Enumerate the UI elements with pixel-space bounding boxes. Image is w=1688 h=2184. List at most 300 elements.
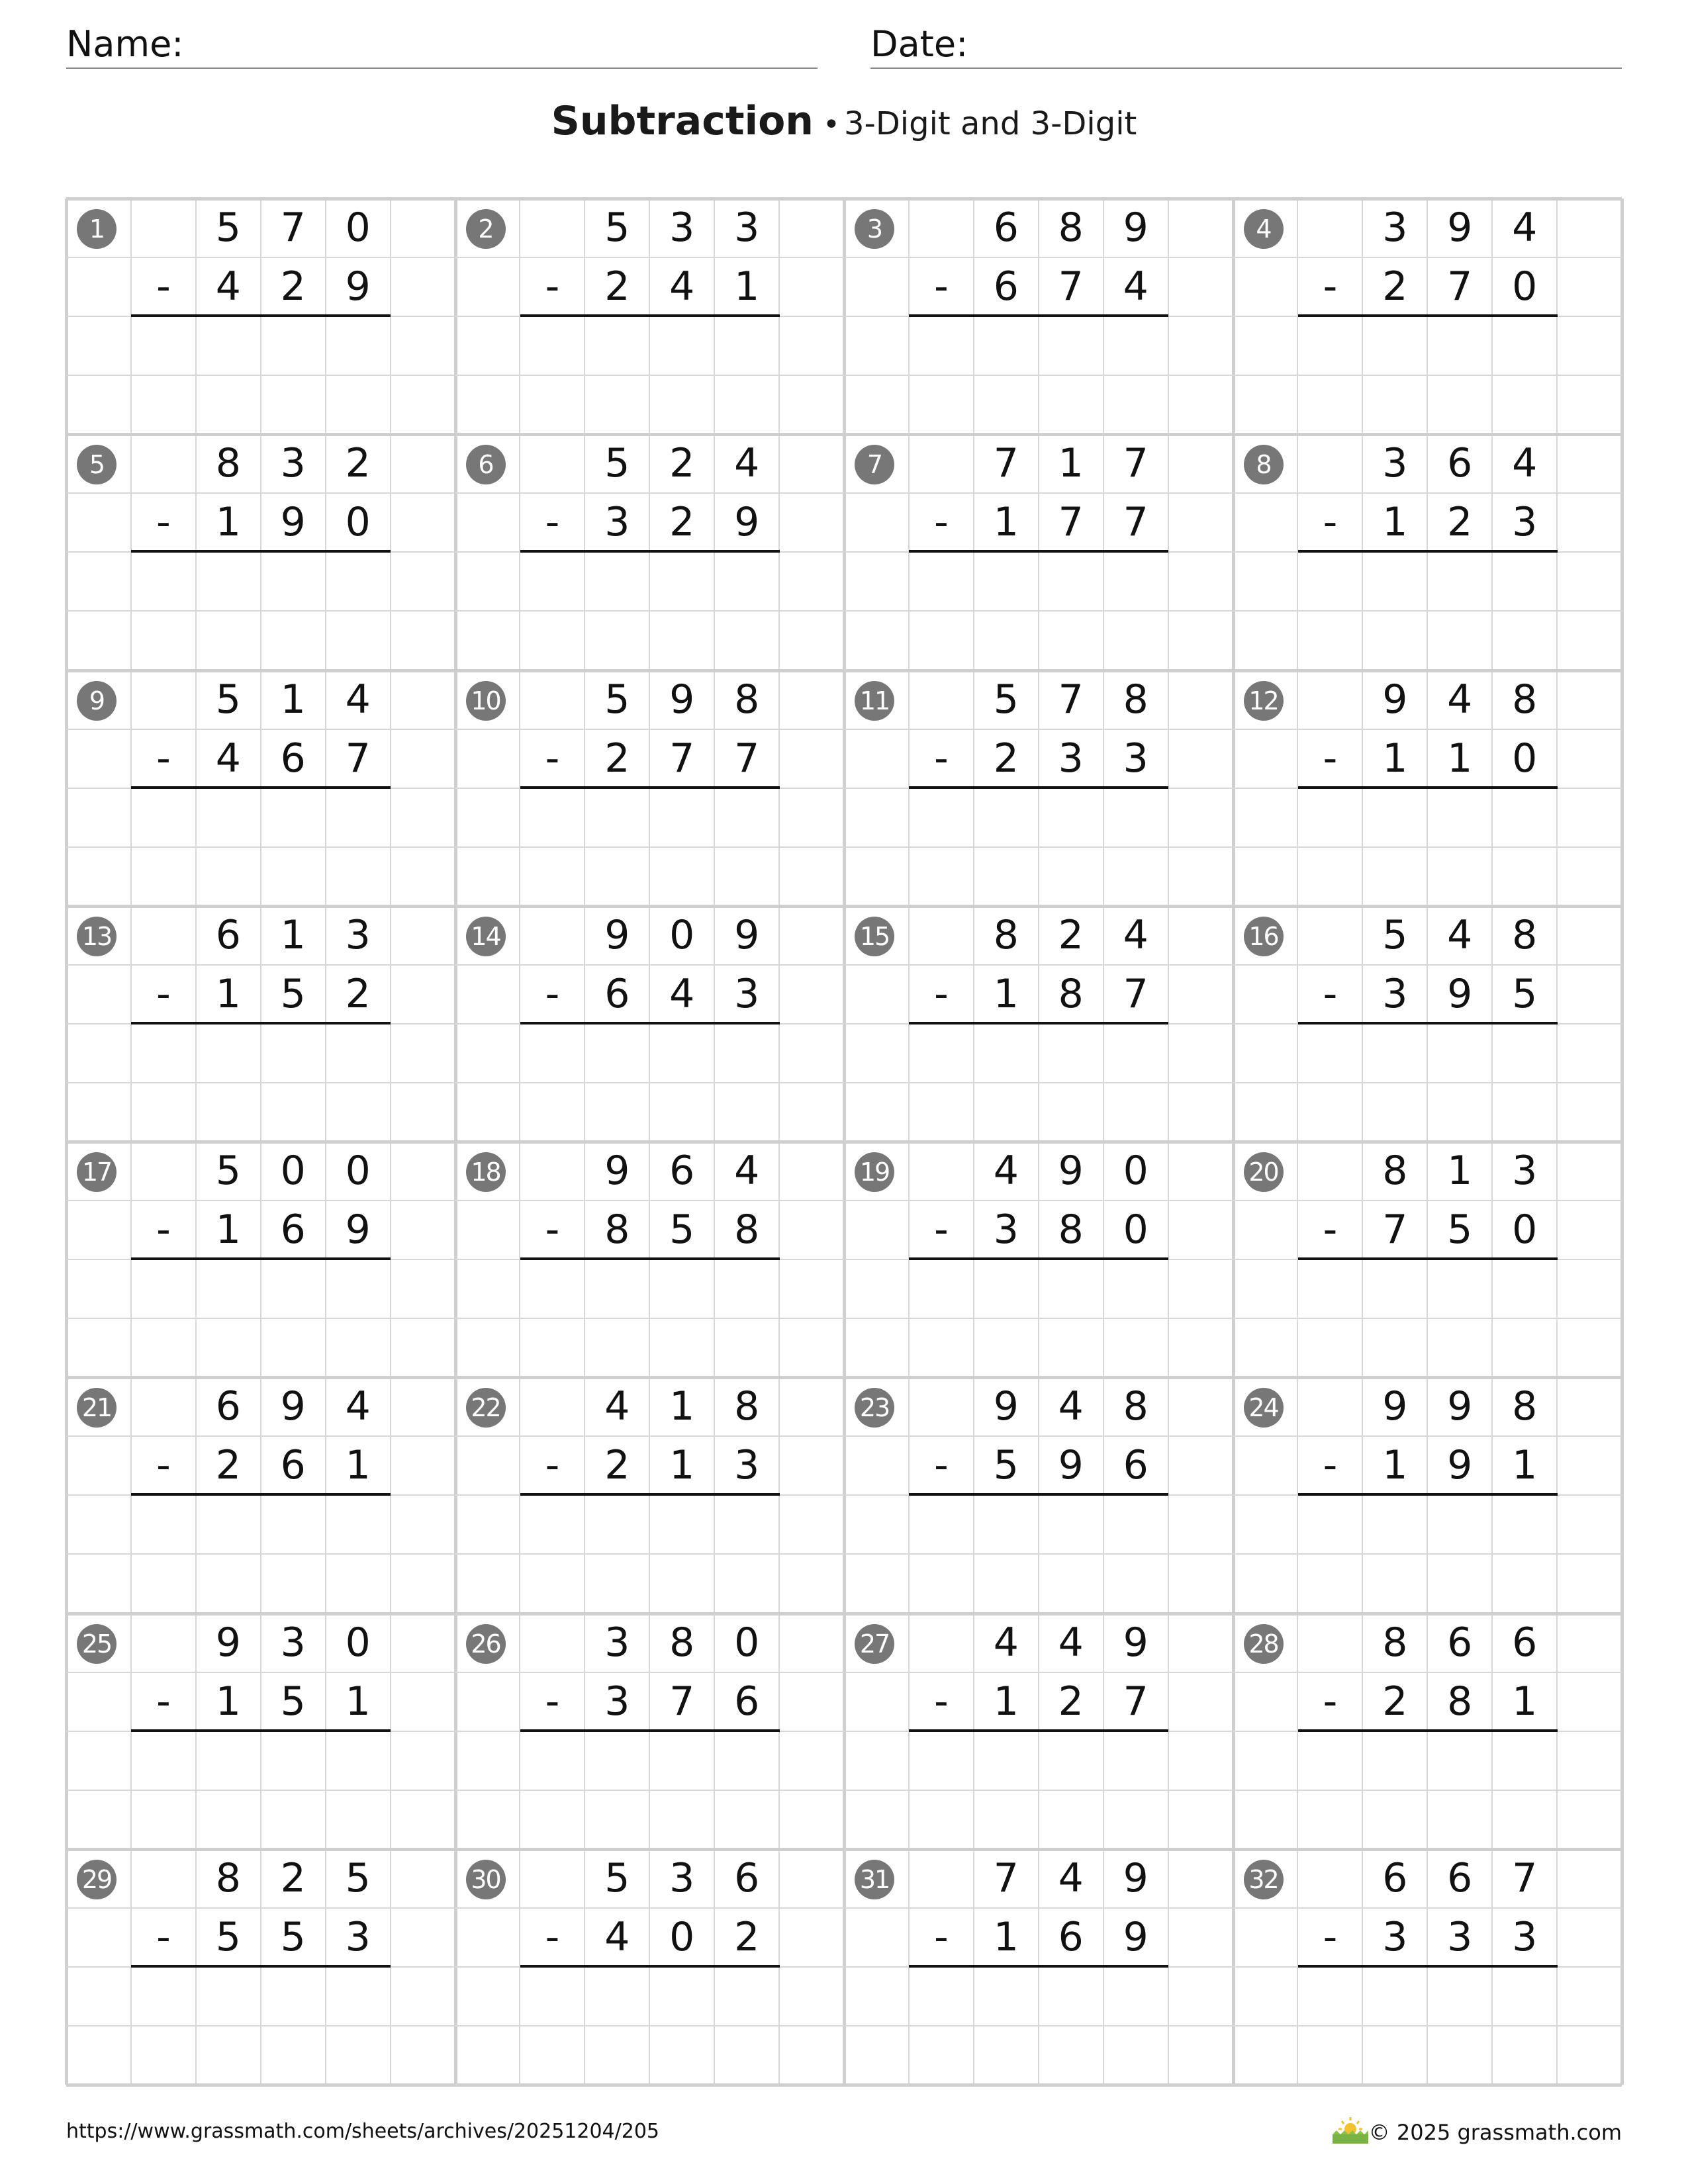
problem-5 xyxy=(66,434,455,670)
minuend-digit: 9 xyxy=(1447,205,1473,251)
answer-line xyxy=(909,550,1168,553)
problem-11 xyxy=(844,670,1233,906)
answer-line xyxy=(520,1965,780,1968)
minus-sign: - xyxy=(545,1206,560,1253)
answer-line xyxy=(1298,1729,1558,1732)
problem-number-badge: 32 xyxy=(1244,1860,1284,1899)
subtrahend-digit: 1 xyxy=(345,1442,371,1489)
subtrahend-digit: 7 xyxy=(669,1678,695,1725)
minuend-digit: 9 xyxy=(1447,1383,1473,1430)
subtrahend-digit: 2 xyxy=(993,735,1019,782)
answer-line xyxy=(520,1493,780,1496)
subtrahend-digit: 7 xyxy=(1382,1206,1408,1253)
minus-sign: - xyxy=(156,1913,171,1960)
minuend-digit: 4 xyxy=(1058,1854,1084,1901)
subtrahend-digit: 0 xyxy=(669,1913,695,1960)
subtrahend-digit: 2 xyxy=(345,970,371,1017)
minus-sign: - xyxy=(1323,970,1338,1017)
minuend-digit: 7 xyxy=(1512,1854,1538,1901)
subtrahend-digit: 8 xyxy=(1058,970,1084,1017)
subtrahend-digit: 3 xyxy=(1058,735,1084,782)
subtrahend-digit: 1 xyxy=(215,970,241,1017)
minuend-digit: 4 xyxy=(1447,676,1473,723)
subtrahend-digit: 6 xyxy=(1123,1442,1149,1489)
subtrahend-digit: 6 xyxy=(734,1678,760,1725)
problem-grid xyxy=(66,199,1622,2085)
minus-sign: - xyxy=(934,499,949,546)
minuend-digit: 9 xyxy=(1382,1383,1408,1430)
subtrahend-digit: 3 xyxy=(734,970,760,1017)
minuend-digit: 0 xyxy=(669,911,695,958)
answer-line xyxy=(131,1493,391,1496)
answer-line xyxy=(131,1729,391,1732)
problem-22 xyxy=(455,1377,845,1613)
date-field[interactable] xyxy=(870,19,1622,69)
minus-sign: - xyxy=(934,735,949,782)
minuend-digit: 6 xyxy=(1447,1619,1473,1666)
subtrahend-digit: 6 xyxy=(280,1442,306,1489)
answer-line xyxy=(520,1257,780,1260)
problem-number-badge: 9 xyxy=(77,681,117,721)
minuend-digit: 9 xyxy=(215,1619,241,1666)
minuend-digit: 8 xyxy=(734,676,760,723)
problem-16 xyxy=(1233,906,1622,1142)
problem-number-badge: 14 xyxy=(466,917,506,956)
minuend-digit: 8 xyxy=(215,1854,241,1901)
minuend-digit: 1 xyxy=(669,1383,695,1430)
title-bullet: • xyxy=(823,108,840,142)
minuend-digit: 1 xyxy=(1058,440,1084,487)
subtrahend-digit: 3 xyxy=(1123,735,1149,782)
grass-sun-logo-icon xyxy=(1327,2113,1374,2146)
minuend-digit: 9 xyxy=(1058,1148,1084,1194)
minuend-digit: 5 xyxy=(215,1148,241,1194)
problem-number-badge: 18 xyxy=(466,1152,506,1192)
minuend-digit: 6 xyxy=(993,205,1019,251)
answer-line xyxy=(1298,550,1558,553)
subtrahend-digit: 5 xyxy=(215,1913,241,1960)
minuend-digit: 1 xyxy=(280,911,306,958)
subtrahend-digit: 2 xyxy=(1382,263,1408,310)
answer-line xyxy=(909,314,1168,317)
subtrahend-digit: 1 xyxy=(993,1913,1019,1960)
subtrahend-digit: 3 xyxy=(1512,499,1538,546)
minuend-digit: 2 xyxy=(669,440,695,487)
answer-line xyxy=(909,1493,1168,1496)
problem-number-badge: 3 xyxy=(855,209,894,249)
minuend-digit: 3 xyxy=(345,911,371,958)
problem-23 xyxy=(844,1377,1233,1613)
problem-32 xyxy=(1233,1849,1622,2085)
minus-sign: - xyxy=(156,499,171,546)
problem-13 xyxy=(66,906,455,1142)
minuend-digit: 8 xyxy=(1382,1148,1408,1194)
subtrahend-digit: 7 xyxy=(1447,263,1473,310)
problem-17 xyxy=(66,1142,455,1377)
title-main: Subtraction xyxy=(551,98,814,144)
subtrahend-digit: 7 xyxy=(1123,1678,1149,1725)
minuend-digit: 9 xyxy=(1382,676,1408,723)
minus-sign: - xyxy=(1323,263,1338,310)
problem-7 xyxy=(844,434,1233,670)
minus-sign: - xyxy=(934,1442,949,1489)
minuend-digit: 4 xyxy=(993,1148,1019,1194)
subtrahend-digit: 2 xyxy=(604,735,630,782)
subtrahend-digit: 9 xyxy=(1058,1442,1084,1489)
subtrahend-digit: 5 xyxy=(1447,1206,1473,1253)
minuend-digit: 3 xyxy=(280,1619,306,1666)
minuend-digit: 5 xyxy=(993,676,1019,723)
minuend-digit: 4 xyxy=(993,1619,1019,1666)
date-label: Date: xyxy=(870,23,968,65)
minus-sign: - xyxy=(934,263,949,310)
minus-sign: - xyxy=(545,1913,560,1960)
problem-number-badge: 4 xyxy=(1244,209,1284,249)
subtrahend-digit: 6 xyxy=(1058,1913,1084,1960)
minus-sign: - xyxy=(545,263,560,310)
minuend-digit: 7 xyxy=(1123,440,1149,487)
minuend-digit: 4 xyxy=(1512,440,1538,487)
problem-number-badge: 7 xyxy=(855,445,894,484)
problem-15 xyxy=(844,906,1233,1142)
problem-28 xyxy=(1233,1614,1622,1849)
minus-sign: - xyxy=(934,1913,949,1960)
subtrahend-digit: 5 xyxy=(993,1442,1019,1489)
subtrahend-digit: 0 xyxy=(1512,1206,1538,1253)
problem-2 xyxy=(455,199,845,434)
minus-sign: - xyxy=(545,970,560,1017)
minuend-digit: 5 xyxy=(604,205,630,251)
minuend-digit: 0 xyxy=(734,1619,760,1666)
minus-sign: - xyxy=(545,499,560,546)
minuend-digit: 4 xyxy=(345,676,371,723)
problem-number-badge: 30 xyxy=(466,1860,506,1899)
minuend-digit: 8 xyxy=(1382,1619,1408,1666)
problem-6 xyxy=(455,434,845,670)
minuend-digit: 8 xyxy=(734,1383,760,1430)
subtrahend-digit: 3 xyxy=(604,1678,630,1725)
subtrahend-digit: 2 xyxy=(604,1442,630,1489)
minuend-digit: 4 xyxy=(1058,1619,1084,1666)
minuend-digit: 4 xyxy=(1447,911,1473,958)
subtrahend-digit: 4 xyxy=(669,263,695,310)
subtrahend-digit: 7 xyxy=(345,735,371,782)
problem-number-badge: 21 xyxy=(77,1388,117,1428)
minuend-digit: 0 xyxy=(280,1148,306,1194)
problem-number-badge: 13 xyxy=(77,917,117,956)
minuend-digit: 4 xyxy=(345,1383,371,1430)
problem-number-badge: 5 xyxy=(77,445,117,484)
subtrahend-digit: 9 xyxy=(280,499,306,546)
subtrahend-digit: 0 xyxy=(1512,735,1538,782)
minuend-digit: 7 xyxy=(993,440,1019,487)
subtrahend-digit: 5 xyxy=(280,970,306,1017)
subtrahend-digit: 7 xyxy=(734,735,760,782)
subtrahend-digit: 2 xyxy=(215,1442,241,1489)
problem-9 xyxy=(66,670,455,906)
minuend-digit: 6 xyxy=(215,1383,241,1430)
subtrahend-digit: 4 xyxy=(604,1913,630,1960)
subtrahend-digit: 4 xyxy=(215,735,241,782)
minuend-digit: 9 xyxy=(280,1383,306,1430)
subtrahend-digit: 1 xyxy=(215,1206,241,1253)
problem-number-badge: 17 xyxy=(77,1152,117,1192)
minuend-digit: 5 xyxy=(604,440,630,487)
minuend-digit: 8 xyxy=(669,1619,695,1666)
minus-sign: - xyxy=(1323,499,1338,546)
minuend-digit: 3 xyxy=(604,1619,630,1666)
problem-number-badge: 23 xyxy=(855,1388,894,1428)
subtrahend-digit: 7 xyxy=(1058,499,1084,546)
problem-number-badge: 8 xyxy=(1244,445,1284,484)
minuend-digit: 4 xyxy=(1123,911,1149,958)
answer-line xyxy=(909,1022,1168,1024)
answer-line xyxy=(520,1729,780,1732)
subtrahend-digit: 1 xyxy=(215,1678,241,1725)
problem-24 xyxy=(1233,1377,1622,1613)
subtrahend-digit: 9 xyxy=(345,263,371,310)
problem-number-badge: 26 xyxy=(466,1624,506,1664)
answer-line xyxy=(909,1729,1168,1732)
subtrahend-digit: 2 xyxy=(669,499,695,546)
problem-number-badge: 16 xyxy=(1244,917,1284,956)
name-field[interactable] xyxy=(66,19,818,69)
minuend-digit: 5 xyxy=(604,1854,630,1901)
subtrahend-digit: 1 xyxy=(215,499,241,546)
subtrahend-digit: 1 xyxy=(669,1442,695,1489)
problem-10 xyxy=(455,670,845,906)
subtrahend-digit: 1 xyxy=(1512,1678,1538,1725)
minus-sign: - xyxy=(545,1442,560,1489)
minuend-digit: 9 xyxy=(734,911,760,958)
minuend-digit: 8 xyxy=(1123,1383,1149,1430)
answer-line xyxy=(520,550,780,553)
subtrahend-digit: 3 xyxy=(1512,1913,1538,1960)
problem-31 xyxy=(844,1849,1233,2085)
minuend-digit: 4 xyxy=(734,440,760,487)
subtrahend-digit: 6 xyxy=(604,970,630,1017)
minuend-digit: 8 xyxy=(215,440,241,487)
subtrahend-digit: 9 xyxy=(734,499,760,546)
problem-number-badge: 12 xyxy=(1244,681,1284,721)
subtrahend-digit: 7 xyxy=(1058,263,1084,310)
subtrahend-digit: 1 xyxy=(1512,1442,1538,1489)
minuend-digit: 3 xyxy=(669,205,695,251)
minuend-digit: 9 xyxy=(669,676,695,723)
subtrahend-digit: 3 xyxy=(1447,1913,1473,1960)
minuend-digit: 6 xyxy=(215,911,241,958)
minuend-digit: 2 xyxy=(345,440,371,487)
subtrahend-digit: 5 xyxy=(280,1913,306,1960)
minus-sign: - xyxy=(1323,1206,1338,1253)
subtrahend-digit: 1 xyxy=(734,263,760,310)
minuend-digit: 4 xyxy=(604,1383,630,1430)
subtrahend-digit: 3 xyxy=(604,499,630,546)
subtrahend-digit: 1 xyxy=(993,499,1019,546)
minuend-digit: 9 xyxy=(1123,1854,1149,1901)
minuend-digit: 8 xyxy=(1123,676,1149,723)
answer-line xyxy=(1298,314,1558,317)
minuend-digit: 3 xyxy=(1382,205,1408,251)
subtrahend-digit: 8 xyxy=(604,1206,630,1253)
subtrahend-digit: 1 xyxy=(1382,735,1408,782)
minuend-digit: 8 xyxy=(993,911,1019,958)
minuend-digit: 5 xyxy=(215,205,241,251)
minuend-digit: 0 xyxy=(345,1148,371,1194)
problem-20 xyxy=(1233,1142,1622,1377)
problem-number-badge: 24 xyxy=(1244,1388,1284,1428)
minuend-digit: 9 xyxy=(1123,205,1149,251)
minus-sign: - xyxy=(1323,735,1338,782)
problem-19 xyxy=(844,1142,1233,1377)
title-subtitle: 3-Digit and 3-Digit xyxy=(843,105,1137,142)
problem-number-badge: 25 xyxy=(77,1624,117,1664)
minus-sign: - xyxy=(934,1678,949,1725)
answer-line xyxy=(909,786,1168,789)
answer-line xyxy=(1298,1965,1558,1968)
subtrahend-digit: 1 xyxy=(993,970,1019,1017)
problem-number-badge: 28 xyxy=(1244,1624,1284,1664)
subtrahend-digit: 3 xyxy=(345,1913,371,1960)
minuend-digit: 2 xyxy=(1058,911,1084,958)
problem-3 xyxy=(844,199,1233,434)
subtrahend-digit: 3 xyxy=(734,1442,760,1489)
subtrahend-digit: 7 xyxy=(1123,970,1149,1017)
minuend-digit: 1 xyxy=(280,676,306,723)
minuend-digit: 9 xyxy=(604,1148,630,1194)
problem-21 xyxy=(66,1377,455,1613)
footer-url[interactable]: https://www.grassmath.com/sheets/archives/20251204/205 xyxy=(66,2120,660,2143)
problem-number-badge: 19 xyxy=(855,1152,894,1192)
problem-number-badge: 29 xyxy=(77,1860,117,1899)
minuend-digit: 0 xyxy=(1123,1148,1149,1194)
subtrahend-digit: 3 xyxy=(1382,970,1408,1017)
subtrahend-digit: 3 xyxy=(993,1206,1019,1253)
subtrahend-digit: 1 xyxy=(1382,499,1408,546)
minuend-digit: 0 xyxy=(345,205,371,251)
minus-sign: - xyxy=(156,970,171,1017)
subtrahend-digit: 8 xyxy=(1058,1206,1084,1253)
minuend-digit: 5 xyxy=(215,676,241,723)
answer-line xyxy=(1298,1493,1558,1496)
subtrahend-digit: 2 xyxy=(734,1913,760,1960)
minuend-digit: 5 xyxy=(604,676,630,723)
minuend-digit: 7 xyxy=(280,205,306,251)
minuend-digit: 4 xyxy=(1058,1383,1084,1430)
subtrahend-digit: 9 xyxy=(1447,970,1473,1017)
problem-number-badge: 31 xyxy=(855,1860,894,1899)
minus-sign: - xyxy=(156,1442,171,1489)
minuend-digit: 4 xyxy=(1512,205,1538,251)
minuend-digit: 2 xyxy=(280,1854,306,1901)
answer-line xyxy=(909,1965,1168,1968)
minuend-digit: 8 xyxy=(1512,676,1538,723)
minuend-digit: 8 xyxy=(1058,205,1084,251)
answer-line xyxy=(520,786,780,789)
subtrahend-digit: 0 xyxy=(1123,1206,1149,1253)
minuend-digit: 9 xyxy=(604,911,630,958)
minus-sign: - xyxy=(156,735,171,782)
subtrahend-digit: 3 xyxy=(1382,1913,1408,1960)
minuend-digit: 3 xyxy=(669,1854,695,1901)
problem-14 xyxy=(455,906,845,1142)
problem-number-badge: 11 xyxy=(855,681,894,721)
problem-27 xyxy=(844,1614,1233,1849)
worksheet-title xyxy=(0,98,1688,144)
minuend-digit: 9 xyxy=(1123,1619,1149,1666)
minus-sign: - xyxy=(934,1206,949,1253)
subtrahend-digit: 2 xyxy=(604,263,630,310)
minuend-digit: 3 xyxy=(280,440,306,487)
problem-18 xyxy=(455,1142,845,1377)
answer-line xyxy=(909,1257,1168,1260)
problem-1 xyxy=(66,199,455,434)
subtrahend-digit: 5 xyxy=(280,1678,306,1725)
minuend-digit: 3 xyxy=(1382,440,1408,487)
problem-8 xyxy=(1233,434,1622,670)
minus-sign: - xyxy=(1323,1678,1338,1725)
subtrahend-digit: 0 xyxy=(1512,263,1538,310)
minuend-digit: 8 xyxy=(1512,911,1538,958)
problem-number-badge: 6 xyxy=(466,445,506,484)
subtrahend-digit: 7 xyxy=(1123,499,1149,546)
minuend-digit: 5 xyxy=(345,1854,371,1901)
minuend-digit: 6 xyxy=(1447,1854,1473,1901)
name-label: Name: xyxy=(66,23,184,65)
subtrahend-digit: 5 xyxy=(669,1206,695,1253)
subtrahend-digit: 2 xyxy=(1382,1678,1408,1725)
subtrahend-digit: 6 xyxy=(993,263,1019,310)
subtrahend-digit: 0 xyxy=(345,499,371,546)
answer-line xyxy=(1298,1022,1558,1024)
subtrahend-digit: 5 xyxy=(1512,970,1538,1017)
subtrahend-digit: 8 xyxy=(1447,1678,1473,1725)
problem-29 xyxy=(66,1849,455,2085)
minuend-digit: 6 xyxy=(669,1148,695,1194)
subtrahend-digit: 7 xyxy=(669,735,695,782)
subtrahend-digit: 8 xyxy=(734,1206,760,1253)
minus-sign: - xyxy=(156,1206,171,1253)
minuend-digit: 6 xyxy=(1447,440,1473,487)
subtrahend-digit: 4 xyxy=(669,970,695,1017)
answer-line xyxy=(1298,1257,1558,1260)
problem-number-badge: 20 xyxy=(1244,1152,1284,1192)
subtrahend-digit: 2 xyxy=(1447,499,1473,546)
problem-12 xyxy=(1233,670,1622,906)
problem-number-badge: 10 xyxy=(466,681,506,721)
minuend-digit: 3 xyxy=(1512,1148,1538,1194)
minus-sign: - xyxy=(1323,1442,1338,1489)
footer-copyright: © 2025 grassmath.com xyxy=(1368,2120,1622,2145)
subtrahend-digit: 9 xyxy=(1447,1442,1473,1489)
problem-4 xyxy=(1233,199,1622,434)
problem-number-badge: 27 xyxy=(855,1624,894,1664)
minus-sign: - xyxy=(545,1678,560,1725)
answer-line xyxy=(1298,786,1558,789)
subtrahend-digit: 1 xyxy=(1382,1442,1408,1489)
answer-line xyxy=(131,1965,391,1968)
minuend-digit: 7 xyxy=(993,1854,1019,1901)
subtrahend-digit: 4 xyxy=(215,263,241,310)
minuend-digit: 4 xyxy=(734,1148,760,1194)
subtrahend-digit: 2 xyxy=(1058,1678,1084,1725)
minus-sign: - xyxy=(934,970,949,1017)
minuend-digit: 5 xyxy=(1382,911,1408,958)
problem-number-badge: 2 xyxy=(466,209,506,249)
problem-26 xyxy=(455,1614,845,1849)
minuend-digit: 7 xyxy=(1058,676,1084,723)
subtrahend-digit: 6 xyxy=(280,1206,306,1253)
